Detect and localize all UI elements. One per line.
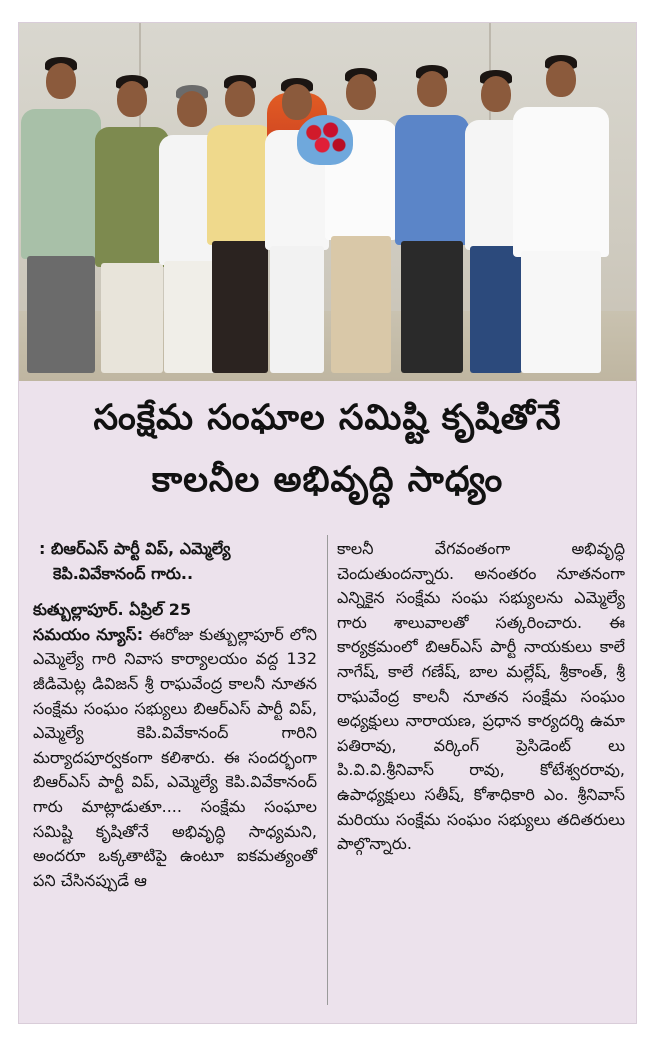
column-divider — [327, 535, 328, 1005]
person — [207, 71, 273, 381]
byline-line-1: : బిఆర్ఎస్ పార్టీ విప్, ఎమ్మెల్యే — [39, 539, 231, 558]
person — [325, 66, 397, 381]
article-column-right — [337, 537, 625, 857]
dateline-source: సమయం న్యూస్: — [33, 624, 144, 644]
person — [395, 61, 469, 381]
headline-line-1: సంక్షేమ సంఘాల సమిష్టి కృషితోనే — [93, 398, 562, 438]
article-column-left — [33, 537, 317, 893]
bouquet — [297, 115, 353, 165]
headline-line-2: కాలనీల అభివృద్ధి సాధ్యం — [151, 460, 504, 500]
dateline-place: కుత్బుల్లాపూర్. ఏప్రిల్ 25 — [33, 600, 192, 620]
article-body-left — [33, 598, 317, 893]
body-text-left: ఈరోజు కుత్బుల్లాపూర్ లోని ఎమ్మెల్యే గారి నివాస కార్యాలయం వద్ద 132 జీడిమెట్ల డివిజన్ శ్రీ రాఘవేంద్ర కాలనీ నూతన సంక్షేమ సంఘం సభ్యులు బిఆర్ఎస్ పార్టీ విప్, ఎమ్మెల్యే కెపి.వివేకానంద్ గారిని మర్యాదపూర్వకంగా కలిశారు. ఈ సందర్భంగా బిఆర్ఎస్ పార్టీ విప్, ఎమ్మెల్యే కెపి.వివేకానంద్ గారు మాట్లాడుతూ.... సంక్షేమ సంఘాల సమిష్టి కృషితోనే అభివృద్ధి సాధ్యమని, అందరూ ఒక్కతాటిపై ఉంటూ ఐకమత్యంతో పని చేసినప్పుడే ఆ — [33, 624, 317, 890]
newspaper-clipping — [18, 22, 637, 1024]
body-text-right: కాలనీ వేగవంతంగా అభివృద్ధి చెందుతుందన్నారు. అనంతరం నూతనంగా ఎన్నికైన సంక్షేమ సంఘ సభ్యులను ఎమ్మెల్యే గారు శాలువాలతో సత్కరించారు. ఈ కార్యక్రమంలో బిఆర్ఎస్ పార్టీ నాయకులు కాలే నాగేష్, కాలే గణేష్, బాల మల్లేష్, శ్రీకాంత్, శ్రీ రాఘవేంద్ర కాలనీ నూతన సంక్షేమ సంఘం అధ్యక్షులు నారాయణ, ప్రధాన కార్యదర్శి ఉమా పతిరావు, వర్కింగ్ ప్రెసిడెంట్ లు పి.వి.వి.శ్రీనివాస్ రావు, కోటేశ్వరరావు, ఉపాధ్యక్షులు సతీష్, కోశాధికారి ఎం. శ్రీనివాస్ మరియు సంక్షేమ సంఘం సభ్యులు తదితరులు పాల్గొన్నారు. — [337, 539, 625, 854]
person — [21, 51, 101, 381]
article-headline — [19, 395, 636, 503]
person — [95, 71, 169, 381]
byline-line-2: కెపి.వివేకానంద్ గారు.. — [53, 563, 194, 583]
byline — [33, 537, 317, 586]
group-photo — [19, 23, 636, 381]
person — [513, 51, 609, 381]
